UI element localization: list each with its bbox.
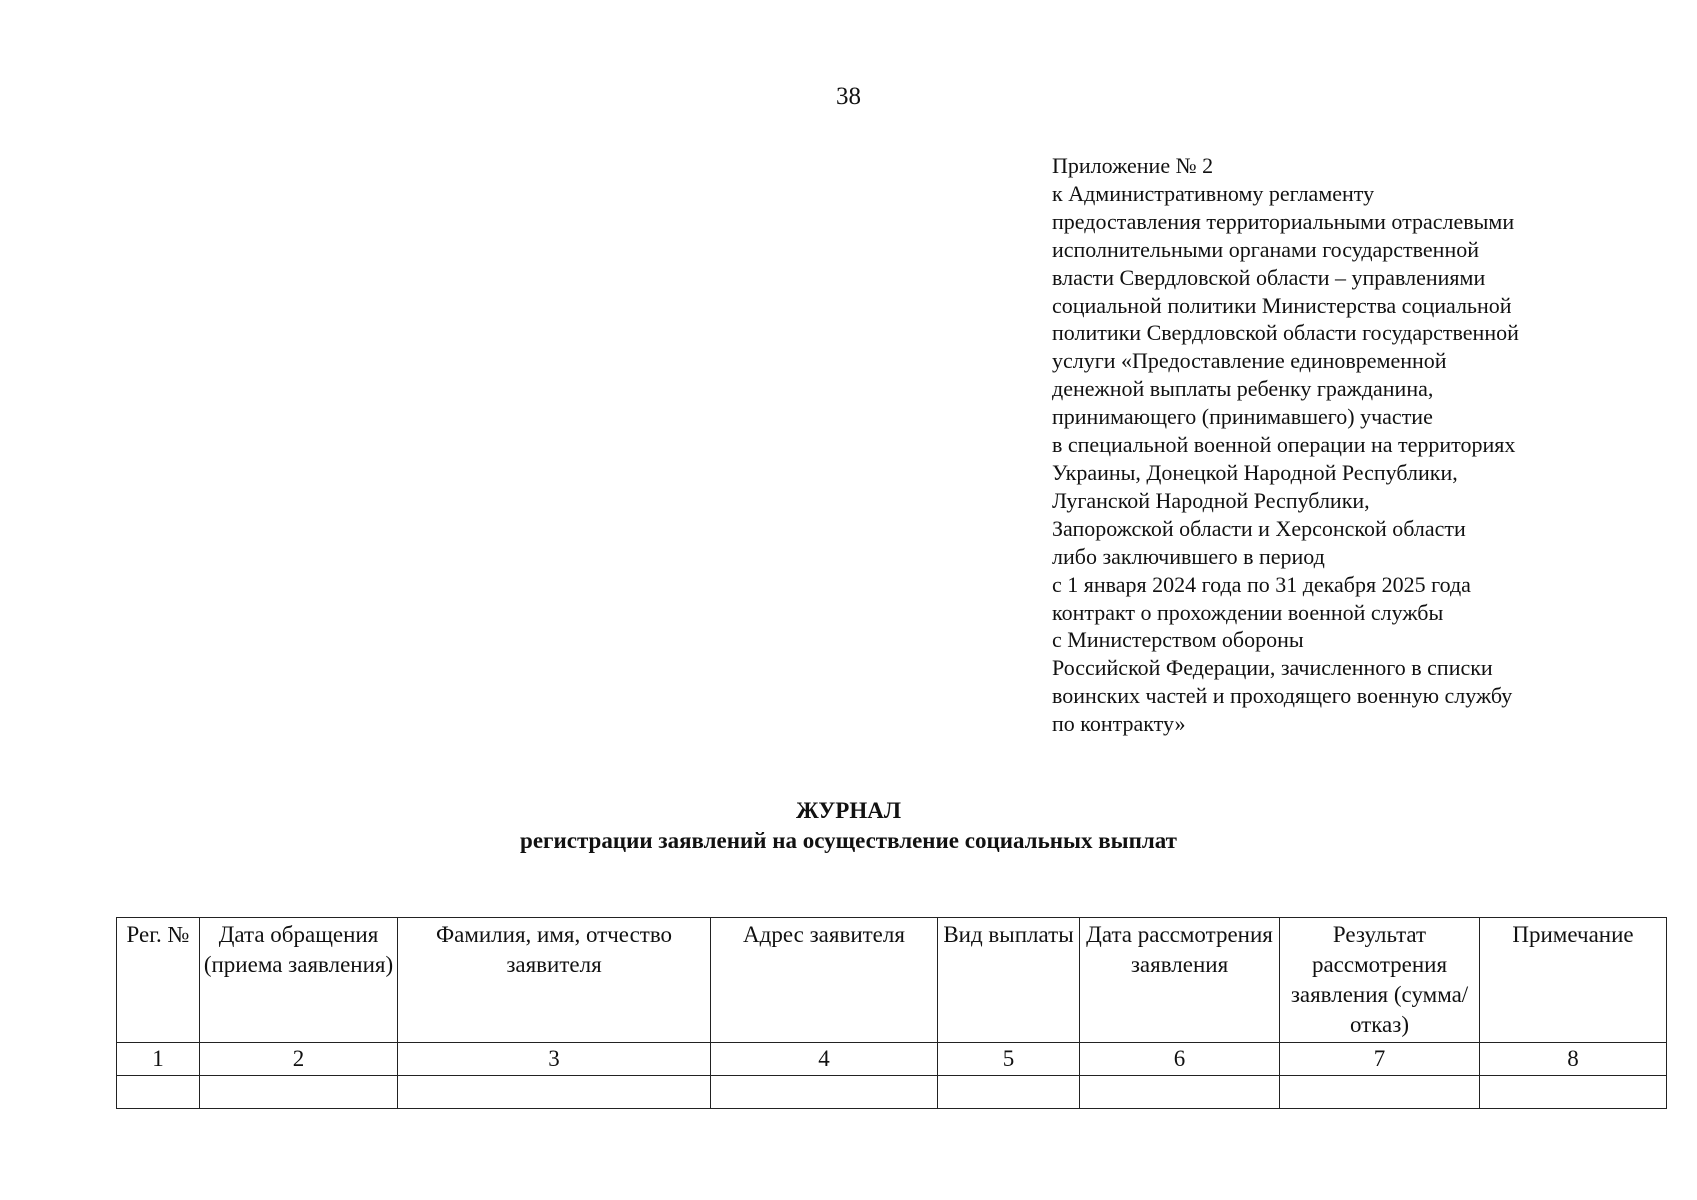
appendix-line: с Министерством обороны xyxy=(1052,627,1304,653)
appendix-line: политики Свердловской области государственной xyxy=(1052,320,1519,346)
journal-subtitle: регистрации заявлений на осуществление социальных выплат xyxy=(520,828,1177,853)
header-review-date: Дата рассмотрения заявления xyxy=(1080,918,1280,1043)
header-application-date: Дата обращения (приема заявления) xyxy=(200,918,398,1043)
empty-cell xyxy=(1080,1076,1280,1109)
appendix-line: либо заключившего в период xyxy=(1052,543,1325,569)
appendix-line: Украины, Донецкой Народной Республики, xyxy=(1052,459,1458,485)
column-number: 6 xyxy=(1080,1043,1280,1076)
empty-cell xyxy=(938,1076,1080,1109)
empty-cell xyxy=(711,1076,938,1109)
appendix-line: денежной выплаты ребенку гражданина, xyxy=(1052,376,1434,402)
table-row xyxy=(117,1076,1667,1109)
appendix-line: воинских частей и проходящего военную службу xyxy=(1052,683,1513,709)
appendix-line: Российской Федерации, зачисленного в списки xyxy=(1052,655,1493,681)
appendix-line: по контракту» xyxy=(1052,711,1186,737)
column-number: 8 xyxy=(1480,1043,1667,1076)
header-review-result: Результат рассмотрения заявления (сумма/отказ) xyxy=(1280,918,1480,1043)
appendix-line: социальной политики Министерства социальной xyxy=(1052,292,1512,318)
column-number: 2 xyxy=(200,1043,398,1076)
appendix-line: исполнительными органами государственной xyxy=(1052,236,1480,262)
header-applicant-name: Фамилия, имя, отчество заявителя xyxy=(398,918,711,1043)
appendix-line: предоставления территориальными отраслевыми xyxy=(1052,208,1515,234)
header-reg-number: Рег. № xyxy=(117,918,200,1043)
column-number: 1 xyxy=(117,1043,200,1076)
appendix-line: с 1 января 2024 года по 31 декабря 2025 года xyxy=(1052,571,1471,597)
empty-cell xyxy=(200,1076,398,1109)
appendix-line: в специальной военной операции на территориях xyxy=(1052,432,1516,458)
appendix-line: услуги «Предоставление единовременной xyxy=(1052,348,1447,374)
appendix-line: принимающего (принимавшего) участие xyxy=(1052,404,1433,430)
journal-title: ЖУРНАЛ xyxy=(796,798,901,823)
header-note: Примечание xyxy=(1480,918,1667,1043)
column-number: 3 xyxy=(398,1043,711,1076)
column-number: 4 xyxy=(711,1043,938,1076)
table-header-row xyxy=(117,918,1667,1043)
appendix-line: контракт о прохождении военной службы xyxy=(1052,599,1444,625)
appendix-line: Приложение № 2 xyxy=(1052,153,1214,178)
column-number: 7 xyxy=(1280,1043,1480,1076)
page-number: 38 xyxy=(836,83,861,110)
registration-table xyxy=(116,917,1667,1109)
empty-cell xyxy=(1480,1076,1667,1109)
appendix-block xyxy=(1052,152,1632,738)
appendix-line: Запорожской области и Херсонской области xyxy=(1052,515,1466,541)
empty-cell xyxy=(117,1076,200,1109)
appendix-line: к Административному регламенту xyxy=(1052,180,1375,206)
column-number-row xyxy=(117,1043,1667,1076)
appendix-line: власти Свердловской области – управлениями xyxy=(1052,264,1486,290)
empty-cell xyxy=(1280,1076,1480,1109)
header-applicant-address: Адрес заявителя xyxy=(711,918,938,1043)
appendix-line: Луганской Народной Республики, xyxy=(1052,487,1370,513)
empty-cell xyxy=(398,1076,711,1109)
header-payment-type: Вид выплаты xyxy=(938,918,1080,1043)
column-number: 5 xyxy=(938,1043,1080,1076)
